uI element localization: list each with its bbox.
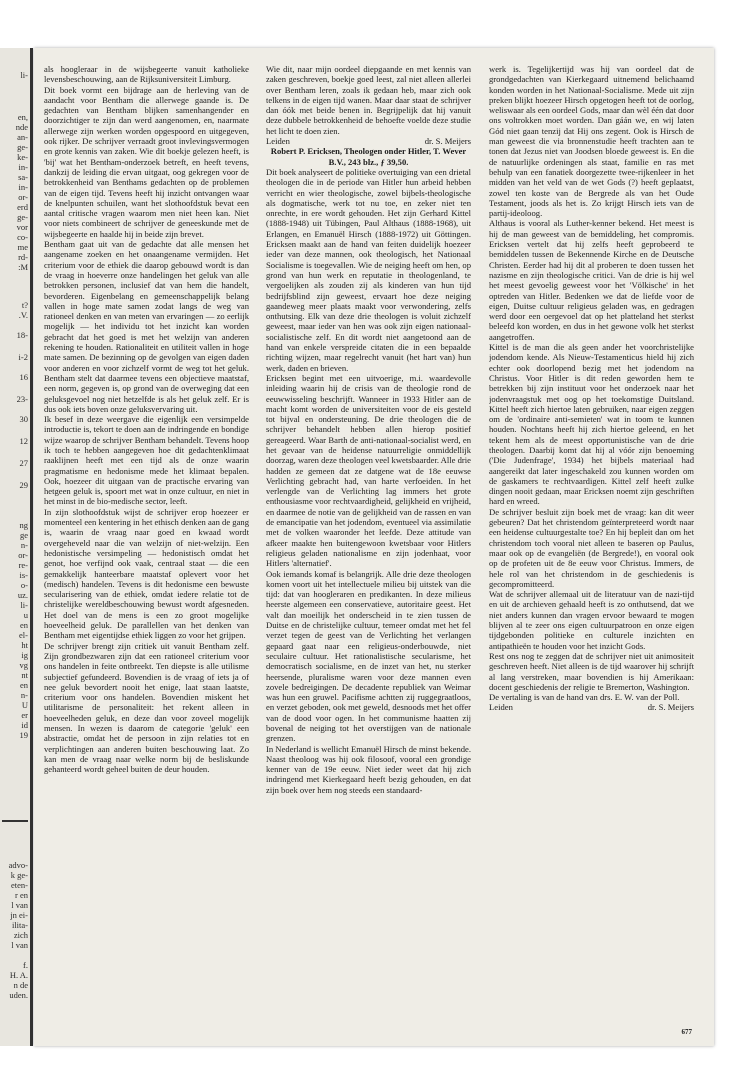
- column-3: [489, 64, 694, 1014]
- review-signature: [489, 702, 694, 712]
- paragraph: Rest ons nog te zeggen dat de schrijver niet uit animositeit geschreven heeft. Niet alleen is de tijd waarover hij schrijft al lang verstreken, maar bovendien is hij Amerikaan: docent geschiedenis der religie te Bremerton, Washington.: [489, 650, 694, 692]
- margin-text-fragment: 18-: [16, 330, 28, 340]
- paragraph: Wie dit, naar mijn oordeel diepgaande en met kennis van zaken geschreven, boekje goed leest, zal niet alleen allerlei over Bentham leren, zoals ik gedaan heb, maar zich ook telkens in de eigen tijd wanen. Maar daar staat de schrijver dan óók met beide benen in. Begrijpelijk dat hij vanuit deze dubbele betrokkenheid de behoefte voelde deze studie het licht te doen zien.: [266, 64, 471, 136]
- margin-text-fragment: 12: [19, 436, 28, 446]
- paragraph: Kittel is de man die als geen ander het voorchristelijke jodendom kende. Als Nieuw-Testamenticus hield hij zich echter ook doorlopend bezig met het jodendom na Christus. Voor Hitler is dit reden geworden hem te betrekken bij zijn instituut voor het onderzoek naar het jodenvraagstuk met oog op het toekomstige Duitsland. Kittel heeft zich hiertoe laten gebruiken, naar eigen zeggen om de 'ordinaire anti-semieten' wat in toom te kunnen houden. Nochtans heeft hij zich hiertoe geleend, en het tekent hem als de meest opportunistische van de drie theologen. Daarbij komt dat hij al vóór zijn benoeming ('Die Judenfrage', 1934) het bijbels materiaal had aangereikt dat later ingeschakeld zou kunnen worden om de gaskamers te rechtvaardigen. Kittel zelf heeft zulke dingen nooit gedaan, maar Ericksen noemt zijn geschriften hard en wreed.: [489, 342, 694, 507]
- paragraph: In zijn slothoofdstuk wijst de schrijver erop hoezeer er momenteel een kentering in het ethisch denken aan de gang is, waarin de vraag naar goed en kwaad wordt overgeheveld naar die van welzijn of niet-welzijn. Een hedonistische versimpeling — hedonistisch omdat het genot, hoe verfijnd ook vaak, centraal staat — die een gemakkelijk hanteerbare maatstaf oplevert voor het (medisch) handelen. Tevens is dit hedonisme een bewuste secularisering van de ethiek, omdat iedere relatie tot de christelijke wereldbeschouwing bewust wordt afgesneden. Het doel van de mens is een zo groot mogelijke hoeveelheid geluk. De parallellen van het denken van Bentham met eigentijdse ethiek liggen zo voor het grijpen.: [44, 506, 249, 641]
- magazine-page: [34, 48, 714, 1046]
- paragraph: De schrijver brengt zijn critiek uit vanuit Bentham zelf. Zijn grondbezwaren zijn dat een rationeel criterium voor ons handelen in feite ontbreekt. Ten diepste is alle utilisme subjectief gefundeerd. Bovendien is de vraag of iets ja of nee geluk bevordert nooit het enige, laat staan laatste, criterium voor ons handelen. Bovendien miskent het utilitarisme de personaliteit: het rekent alleen in hoeveelheden geluk, en deze dan voor zoveel mogelijk mensen. In wezen is daarom de categorie 'geluk' een abstractie, omdat het de persoon in zijn relaties tot en verplichtingen aan anderen buiten beschouwing laat. Zo kan men de vraag naar welke norm bij de besliskunde gehanteerd wordt geheel buiten de deur houden.: [44, 640, 249, 775]
- paragraph: In Nederland is wellicht Emanuël Hirsch de minst bekende. Naast theoloog was hij ook filosoof, vooral een grondige kenner van de 19e eeuw. Niet ieder weet dat hij zich indringend met Kierkegaard heeft bezig gehouden, en dat zijn boek over hem nog steeds een standaard-: [266, 743, 471, 795]
- margin-text-fragment: li-: [20, 70, 28, 80]
- paragraph: Ook iemands komaf is belangrijk. Alle drie deze theologen komen voort uit het intellectuele milieu bij uitstek van die tijd: dat van hoogleraren en predikanten. In deze milieus heerste algemeen een conservatieve, autoritaire geest. Het valt dan moeilijk het onderscheid in te zien tussen de Duitse en de christelijke cultuur, temeer omdat met het fel verzet tegen de geest van de Verlichting het verlangen gepaard gaat naar een religieus-onderbouwde, niet seculaire cultuur. Het rationalistische secularisme, het democratisch socialisme, en de inzet van het, nu sterker heersende, pluralisme waren voor deze mannen even zovele bedreigingen. De decadente republiek van Weimar was hun een gruwel. Pacifisme achtten zij ruggegraatloos, en verzet geboden, ook met geweld, desnoods met het offer van de dood voor ogen. In het communisme haatten zij bovenal de neiging tot het overstijgen van de nationale grenzen.: [266, 568, 471, 744]
- margin-text-fragment: 30: [19, 414, 28, 424]
- margin-rule: [2, 820, 28, 822]
- paragraph: De schrijver besluit zijn boek met de vraag: kan dit weer gebeuren? Dat het christendom geïnterpreteerd wordt naar een heidense cultuurgestalte toe? En hij bepleit dan om het christendom toch vooral niet alleen te baseren op Paulus, maar ook op de evangeliën (de Bergrede!), en vooral ook op de profeten uit de 8e eeuw voor Christus. Immers, de hele rol van het christendom in de geschiedenis is gecompromitteerd.: [489, 506, 694, 589]
- signature-name: dr. S. Meijers: [424, 136, 471, 147]
- signature-place: Leiden: [489, 702, 513, 713]
- margin-text-fragment: 23-: [16, 394, 28, 404]
- margin-text-fragment: 27: [19, 458, 28, 468]
- paragraph: Ik besef in deze weergave die eigenlijk een versimpelde introductie is, tekort te doen aan de indringende en bondige wijze waarop de schrijver Bentham behandelt. Tevens hoop ik toch te hebben aangegeven hoe dit gedachtenklimaat raaklijnen heeft met een tijd als de onze waarin pragmatisme en hedonisme mede het klimaat bepalen. Ook, hoezeer dit uitgaan van de practische ervaring van hetgeen geluk is, spoort met wat in onze cultuur, en niet in het minst in de bio-medische sector, leeft.: [44, 414, 249, 507]
- margin-text-fragment: 29: [19, 480, 28, 490]
- margin-text-fragment: 16: [19, 372, 28, 382]
- margin-text-fragment: t? .V.: [18, 300, 28, 320]
- paragraph: Wat de schrijver allemaal uit de literatuur van de nazi-tijd en uit de archieven gehaald heeft is zo onthutsend, dat we niet anders kunnen dan vragen ervoor bewaard te mogen blijven al te zeer ons eigen cultuurpatroon en onze eigen tijdgebonden politieke en culturele inzichten en antipathieën te houden voor het inzicht Gods.: [489, 589, 694, 651]
- margin-text-fragment: advo- k ge- eten- r en l van jn ei- ilita- zich l van f. H. A. n de uden.: [8, 860, 28, 1000]
- paragraph: als hoogleraar in de wijsbegeerte vanuit katholieke levensbeschouwing, aan de Rijksuniversiteit Limburg.: [44, 64, 249, 85]
- signature-place: Leiden: [266, 136, 290, 147]
- page-number: 677: [681, 1028, 692, 1036]
- paragraph: Bentham gaat uit van de gedachte dat alle mensen het aangename zoeken en het onaangename vermijden. Het criterium voor de ethiek die daarop gebouwd wordt is dan de vraag in hoeverre onze handelingen het geluk van alle betrokken personen, inclusief dat van hem die handelt, bevorderen. Eigenbelang en gemeenschappelijk belang vallen in hoge mate samen zodat langs de weg van rationeel denken en van meten van ervaringen — zo eerlijk mogelijk — het individu tot het inzicht kan worden gebracht dat het goed is met het welzijn van anderen rekening te houden. Rationaliteit en utiliteit vallen in hoge mate samen. De bezinning op de gevolgen van eigen daden voor anderen en voor zichzelf vormt de weg tot het geluk. Bentham stelt dat daarmee tevens een objectieve maatstaf, een norm, gegeven is, op grond van de overweging dat een geluksgevoel nog niet hetzelfde is als het geluk zelf. Er is dus ook iets boven onze geluksvervaring uit.: [44, 239, 249, 414]
- signature-name: dr. S. Meijers: [647, 702, 694, 713]
- margin-text-fragment: ng ge n- or- re- is- o- uz. li- u en el- ht ig vg nt en n- U er id 19: [17, 520, 28, 740]
- paragraph: werk is. Tegelijkertijd was hij van oordeel dat de grondgedachten van Kierkegaard uitnemend belichaamd konden worden in het Nationaal-Socialisme. Mede uit zijn preken blijkt hoezeer Hirsch opgetogen heeft tot de oorlog, weliswaar als een oordeel Gods, maar dan wèl één dat door ons voltrokken moet worden. Dan gáán we, en wij laten Gód niet gaan tenzij dat Hij ons zegent. Ook is Hirsch de man geweest die via bronnenstudie heeft trachten aan te tonen dat Jezus niet van Joodsen bloede geweest is. En die de natuurlijke ordeningen als staat, familie en ras met behulp van een fanatiek doorgezette twee-rijkenleer in het midden van het veld van de wet Gods (?) heeft geplaatst, zowel ten koste van de Bergrede als van het Oude Testament, joods als het is. Zo krijgt Hirsch iets van de partij-ideoloog.: [489, 64, 694, 219]
- margin-text-fragment: en, nde an- ge- ke- in- sa- in- or- erd ge- vor co- me rd- :M: [15, 112, 28, 272]
- margin-text-fragment: i-2: [18, 352, 28, 362]
- paragraph: De vertaling is van de hand van drs. E. W. van der Poll.: [489, 692, 680, 703]
- review-heading: Robert P. Ericksen, Theologen onder Hitler, T. Wever B.V., 243 blz., ƒ 39,50.: [270, 146, 467, 167]
- review-signature: [266, 136, 471, 146]
- column-1: [44, 64, 249, 1014]
- left-page-margin-fragment: [0, 48, 33, 1046]
- paragraph: Dit boek analyseert de politieke overtuiging van een drietal theologen die in de periode van Hitler hun arbeid hebben verricht en wier theologische, zowel bijbels-theologische als dogmatische, werk tot nu toe, en zeker niet ten onrechte, in ere wordt gehouden. Het zijn Gerhard Kittel (1888-1948) uit Tübingen, Paul Althaus (1888-1968), uit Erlangen, en Emanuël Hirsch (1888-1972) uit Göttingen. Ericksen maakt aan de hand van feiten duidelijk hoezeer ieder van deze mannen, ook theologisch, het Nationaal Socialisme is toegevallen. Wie de neiging heeft om hen, op grond van hun werk en reputatie in theologenland, te vergoelijken als zouden zij als kinderen van hun tijd bedrijfsblind zijn geweest, ervaart hoe deze neiging gaandeweg meer plaats maakt voor verwondering, zelfs onthutsing. Elk van deze drie theologen is voluit zichzelf geweest, maar ieder van hen was ook zijn eigen nationaal-socialistische zelf. En dit wordt niet aangetoond aan de hand van enkele verspreide citaten die in een bepaalde richting wijzen, maar regelrecht vanuit (het hart van) hun werk, daden en brieven.: [266, 166, 471, 373]
- column-2: [266, 64, 471, 1014]
- paragraph: Ericksen begint met een uitvoerige, m.i. waardevolle inleiding waarin hij de crisis van de theologie rond de eeuwwisseling beschrijft. Wanneer in 1933 Hitler aan de macht komt worden de universiteiten voor de eis gesteld tot bijval en ondersteuning. De drie theologen die de schrijver behandelt hebben allen hierop positief gereageerd. Waar Barth de anti-nationaal-socialist werd, en het gevaar van de heidense natuurreligie onmiddellijk doorzag, waren deze theologen veel kwetsbaarder. Alle drie hadden ze gemeen dat ze datgene wat de 18e eeuwse Verlichting gebracht had, van harte verfoeiden. In het verlengde van de Verlichting lag immers het grote enthousiasme voor rechtvaardigheid, gelijkheid en vrijheid, en daarmee de notie van de gelijkheid van de rassen en van de emancipatie van het jodendom, eventueel via assimilatie met de volken waaronder het leefde. Deze attitude van afkeer maakte hen buitengewoon kwetsbaar voor Hitlers religieus geladen nationalisme en zijn jodenhaat, voor Hitlers 'alternatief'.: [266, 372, 471, 569]
- paragraph: Althaus is vooral als Luther-kenner bekend. Het meest is hij de man geweest van de bemiddeling, het compromis. Ericksen vertelt dat hij zelfs heeft geprobeerd te bemiddelen tussen de Bekennende Kirche en de Deutsche Christen. Eerder had hij dit al proberen te doen tussen het nazisme en zijn theologische critici. Van de drie is hij wel het meest gevoelig geweest voor het 'Völkische' in het optreden van Hitler. Bedenken we dat de liefde voor de eigen, Duitse cultuur religieus geladen was, en gedragen werd door een oergevoel dat op het platteland het sterkst beleefd kon worden, en dus in het gewone volk het sterkst aangetroffen.: [489, 218, 694, 342]
- paragraph: Dit boek vormt een bijdrage aan de herleving van de aandacht voor Bentham die allerwege gaande is. De gedachten van Bentham blijken samenhangender en doorzichtiger te zijn dan werd aangenomen, en, naarmate allerwege zijn werken worden opgespoord en uitgegeven, ook rijker. De schrijver verraadt groot invlevingsvermogen en grote kennis van zaken. Wie dit boekje gelezen heeft, is 'bij' wat het Bentham-onderzoek betreft, en heeft tevens, dankzij de leiding die ervan uitgaat, oog gekregen voor de betrokkenheid van Benthams gedachten op de problemen van de eigen tijd. Tevens heeft hij inzicht ontvangen waar de knelpunten schuilen, want het slothoofdstuk bevat een aantal critische vragen waarom men niet heen kan. Niet voor niets combineert de schrijver de geneeskunde met de wijsbegeerte en haalde hij in beide zijn brevet.: [44, 84, 249, 239]
